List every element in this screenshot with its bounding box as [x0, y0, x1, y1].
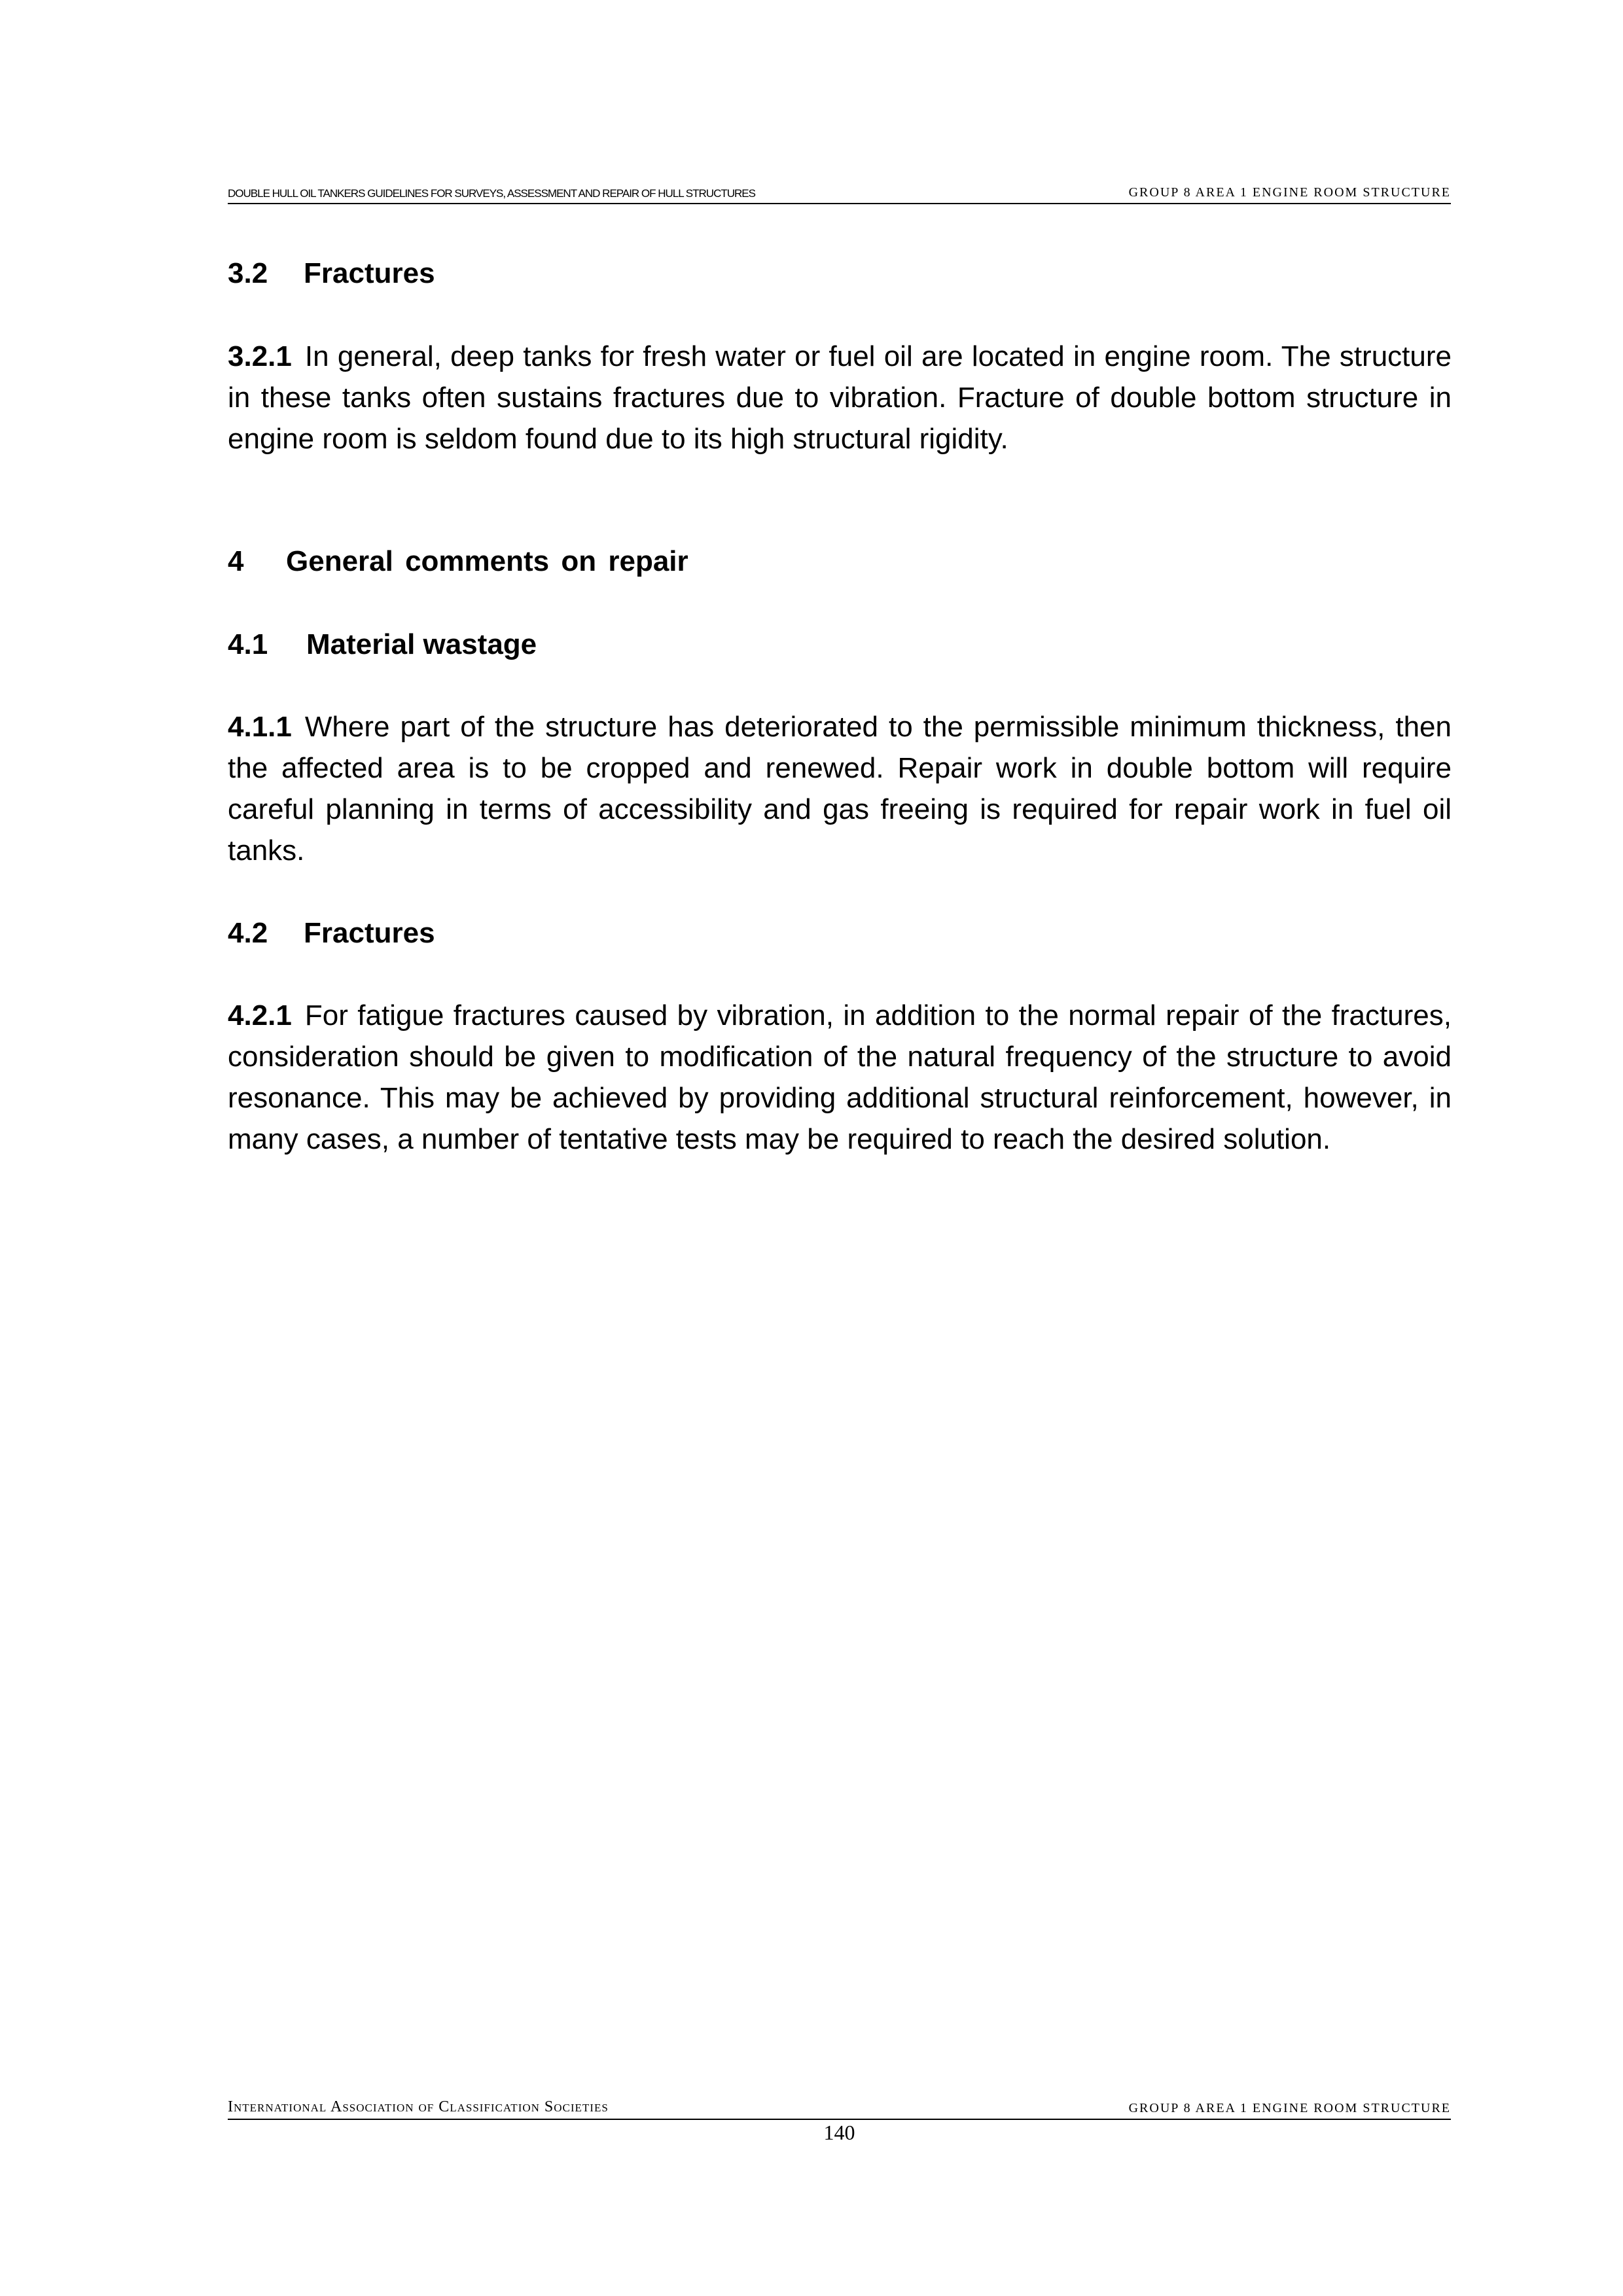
- heading-4: [228, 541, 1452, 582]
- heading-number: 3.2: [228, 257, 268, 289]
- paragraph-number: 4.1.1: [228, 711, 292, 743]
- paragraph-3-2-1: [228, 336, 1452, 459]
- page-number: 140: [823, 2121, 855, 2144]
- heading-title: Fractures: [304, 257, 435, 289]
- heading-number: 4.2: [228, 917, 268, 949]
- heading-number: 4.1: [228, 628, 268, 660]
- heading-title: Fractures: [304, 917, 435, 949]
- paragraph-text: For fatigue fractures caused by vibration, in addition to the normal repair of the fractures, consideration should be given to modification of the natural frequency of the structure to avoid resonance. This may be achieved by providing additional structural reinforcement, however, in many cases, a number of tentative tests may be required to reach the desired solution.: [228, 999, 1452, 1155]
- heading-title: General comments on repair: [286, 545, 688, 577]
- footer-section-title: GROUP 8 AREA 1 ENGINE ROOM STRUCTURE: [1128, 2101, 1451, 2115]
- page-footer: [228, 2098, 1451, 2120]
- paragraph-text: In general, deep tanks for fresh water or fuel oil are located in engine room. The structure in these tanks often sustains fractures due to vibration. Fracture of double bottom structure in engine room is seldom found due to its high structural rigidity.: [228, 340, 1452, 455]
- heading-4-2: [228, 912, 1452, 954]
- paragraph-text: Where part of the structure has deteriorated to the permissible minimum thickness, then the affected area is to be cropped and renewed. Repair work in double bottom will require careful planning in terms of accessibility and gas freeing is required for repair work in fuel oil tanks.: [228, 711, 1452, 867]
- heading-number: 4: [228, 545, 244, 577]
- header-document-title: DOUBLE HULL OIL TANKERS GUIDELINES FOR SURVEYS, ASSESSMENT AND REPAIR OF HULL STRUCTURES: [228, 187, 755, 200]
- header-section-title: GROUP 8 AREA 1 ENGINE ROOM STRUCTURE: [1128, 185, 1451, 200]
- heading-title: Material wastage: [306, 628, 537, 660]
- paragraph-number: 3.2.1: [228, 340, 292, 372]
- document-body: [228, 253, 1452, 1160]
- paragraph-number: 4.2.1: [228, 999, 292, 1031]
- heading-4-1: [228, 624, 1452, 665]
- paragraph-4-1-1: [228, 706, 1452, 871]
- footer-organization: International Association of Classification Societies: [228, 2098, 609, 2115]
- heading-3-2: [228, 253, 1452, 294]
- paragraph-4-2-1: [228, 995, 1452, 1160]
- page-header: [228, 185, 1451, 204]
